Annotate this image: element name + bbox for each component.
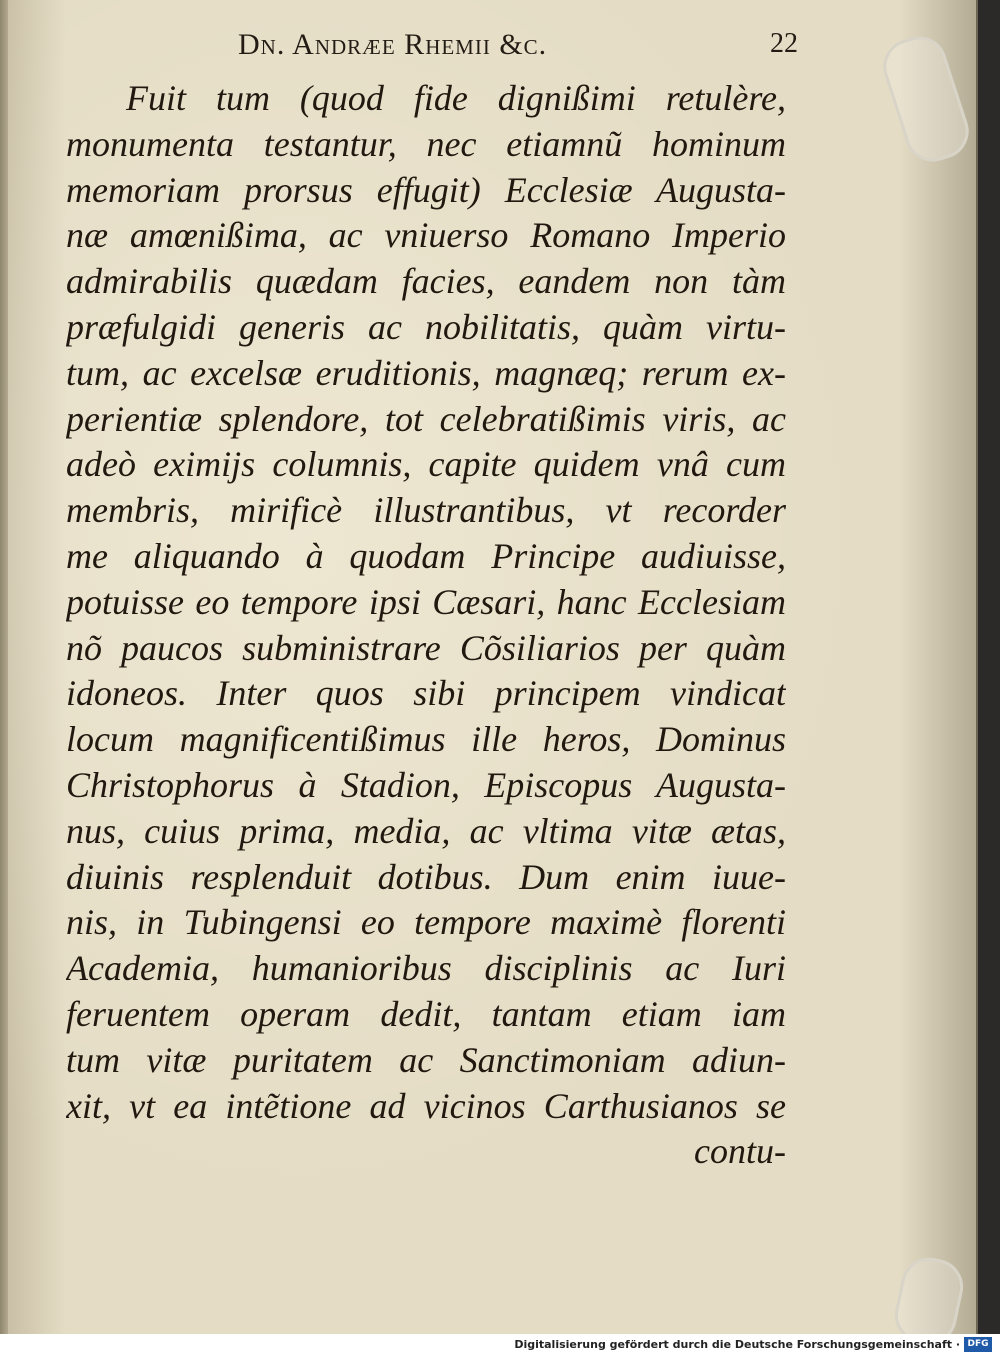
text-line: perientiæ splendore, tot celebratißimis viris, ac	[66, 398, 786, 439]
text-line: næ amœnißima, ac vniuerso Romano Imperio	[66, 215, 786, 256]
text-body	[66, 76, 786, 1175]
text-line: nis, in Tubingensi eo tempore maximè florenti	[66, 902, 786, 943]
text-line: idoneos. Inter quos sibi principem vindicat	[66, 673, 786, 714]
text-line: nõ paucos subministrare Cõsiliarios per quàm	[66, 627, 786, 668]
text-line: potuisse eo tempore ipsi Cæsari, hanc Ecclesiam	[66, 581, 786, 622]
text-line: membris, mirificè illustrantibus, vt recorder	[66, 490, 786, 531]
text-line: adeò eximijs columnis, capite quidem vnâ cum	[66, 444, 786, 485]
catchword: contu-	[694, 1131, 786, 1172]
text-line: nus, cuius prima, media, ac vltima vitæ ætas,	[66, 810, 786, 851]
page-clip-bottom	[890, 1252, 969, 1334]
text-line: memoriam prorsus effugit) Ecclesiæ Augusta-	[66, 169, 786, 210]
dfg-logo-icon: DFG	[964, 1337, 992, 1352]
text-line: Christophorus à Stadion, Episcopus Augusta-	[66, 764, 786, 805]
text-line: feruentem operam dedit, tantam etiam iam	[66, 993, 786, 1034]
text-line: tum, ac excelsæ eruditionis, magnæq; rerum ex-	[66, 352, 786, 393]
book-page	[8, 0, 978, 1334]
text-line: admirabilis quædam facies, eandem non tàm	[66, 261, 786, 302]
text-line: monumenta testantur, nec etiamnũ hominum	[66, 123, 786, 164]
text-line: præfulgidi generis ac nobilitatis, quàm virtu-	[66, 306, 786, 347]
digitization-footer	[0, 1334, 1000, 1356]
text-line: xit, vt ea intẽtione ad vicinos Carthusianos se	[66, 1085, 786, 1126]
text-line: tum vitæ puritatem ac Sanctimoniam adiun-	[66, 1039, 786, 1080]
text-line: Fuit tum (quod fide dignißimi retulère,	[126, 78, 786, 118]
page-clip-top	[876, 29, 976, 169]
page-number: 22	[770, 28, 798, 59]
text-line: diuinis resplenduit dotibus. Dum enim iuue-	[66, 856, 786, 897]
text-line: Academia, humanioribus disciplinis ac Iuri	[66, 948, 786, 989]
page-header	[238, 26, 798, 66]
running-head: Dn. Andræe Rhemii &c.	[238, 28, 548, 61]
text-line: locum magnificentißimus ille heros, Dominus	[66, 719, 786, 760]
funding-credit: Digitalisierung gefördert durch die Deutsche Forschungsgemeinschaft ·	[514, 1338, 960, 1351]
text-line: me aliquando à quodam Principe audiuisse,	[66, 535, 786, 576]
